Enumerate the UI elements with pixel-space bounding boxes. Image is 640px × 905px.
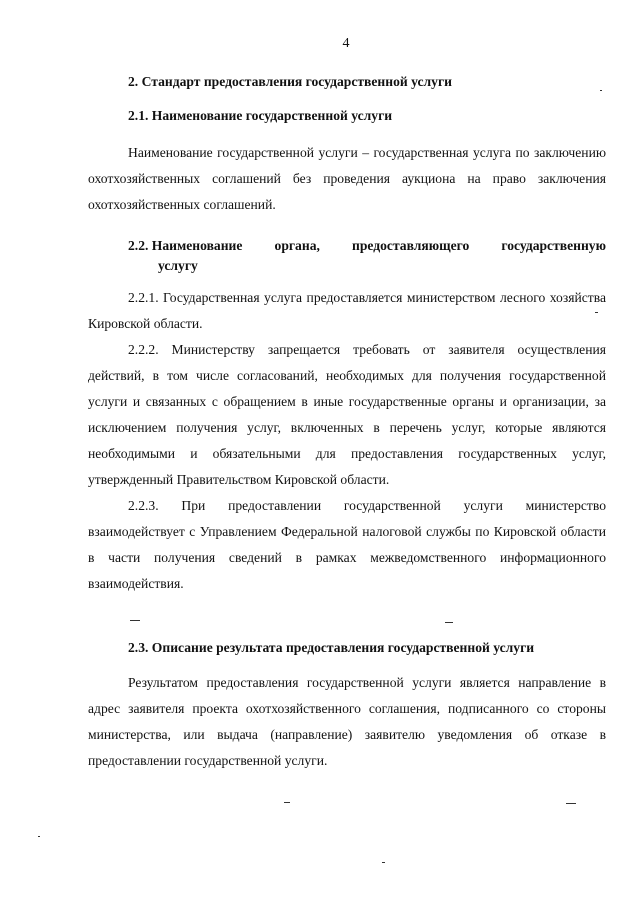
scan-speck	[566, 803, 576, 804]
scan-speck	[445, 622, 453, 623]
section-2-2-2-paragraph: 2.2.2. Министерству запрещается требовать от заявителя осуществления действий, в том числе согласований, необходимых для получения государственной услуги и связанных с обращением в иные государственные органы и организации, за исключением получения услуг, включенных в перечень услуг, которые являются необходимыми и обязательными для предоставления государственных услуг, утвержденный Правительством Кировской области.	[88, 342, 606, 487]
section-2-2-heading-line2: услугу	[158, 258, 198, 273]
scan-speck	[130, 620, 140, 621]
section-2-3-paragraph: Результатом предоставления государственной услуги является направление в адрес заявителя проекта охотхозяйственного соглашения, подписанного со стороны министерства, или выдача (направление) заявителю уведомления об отказе в предоставлении государственной услуги.	[88, 675, 606, 768]
section-2-2-heading	[128, 236, 606, 276]
section-2-3-body	[88, 670, 606, 774]
section-2-2-heading-word: органа,	[274, 238, 320, 253]
section-2-2-heading-word: предоставляющего	[352, 238, 470, 253]
section-2-2-body	[88, 285, 606, 597]
scan-speck	[284, 802, 290, 803]
section-2-2-heading-line1	[128, 236, 606, 256]
scan-speck	[382, 862, 385, 863]
scan-speck	[38, 836, 40, 837]
section-2-1-body	[88, 140, 606, 218]
scan-speck	[600, 90, 602, 91]
section-2-2-heading-word: государственную	[501, 238, 606, 253]
scan-speck	[595, 312, 598, 313]
section-2-2-3-paragraph: 2.2.3. При предоставлении государственной услуги министерство взаимодействует с Управлением Федеральной налоговой службы по Кировской области в части получения сведений в рамках межведомственного информационного взаимодействия.	[88, 498, 606, 591]
section-2-1-paragraph: Наименование государственной услуги – государственная услуга по заключению охотхозяйственных соглашений без проведения аукциона на право заключения охотхозяйственных соглашений.	[88, 145, 606, 212]
section-2-heading: 2. Стандарт предоставления государственной услуги	[128, 74, 452, 89]
section-2-1-heading: 2.1. Наименование государственной услуги	[128, 108, 393, 123]
section-2-2-1-paragraph: 2.2.1. Государственная услуга предоставляется министерством лесного хозяйства Кировской области.	[88, 290, 606, 331]
section-2-2-heading-word: 2.2. Наименование	[128, 238, 243, 253]
section-2-3-heading: 2.3. Описание результата предоставления государственной услуги	[128, 640, 535, 655]
page-number: 4	[342, 36, 350, 51]
